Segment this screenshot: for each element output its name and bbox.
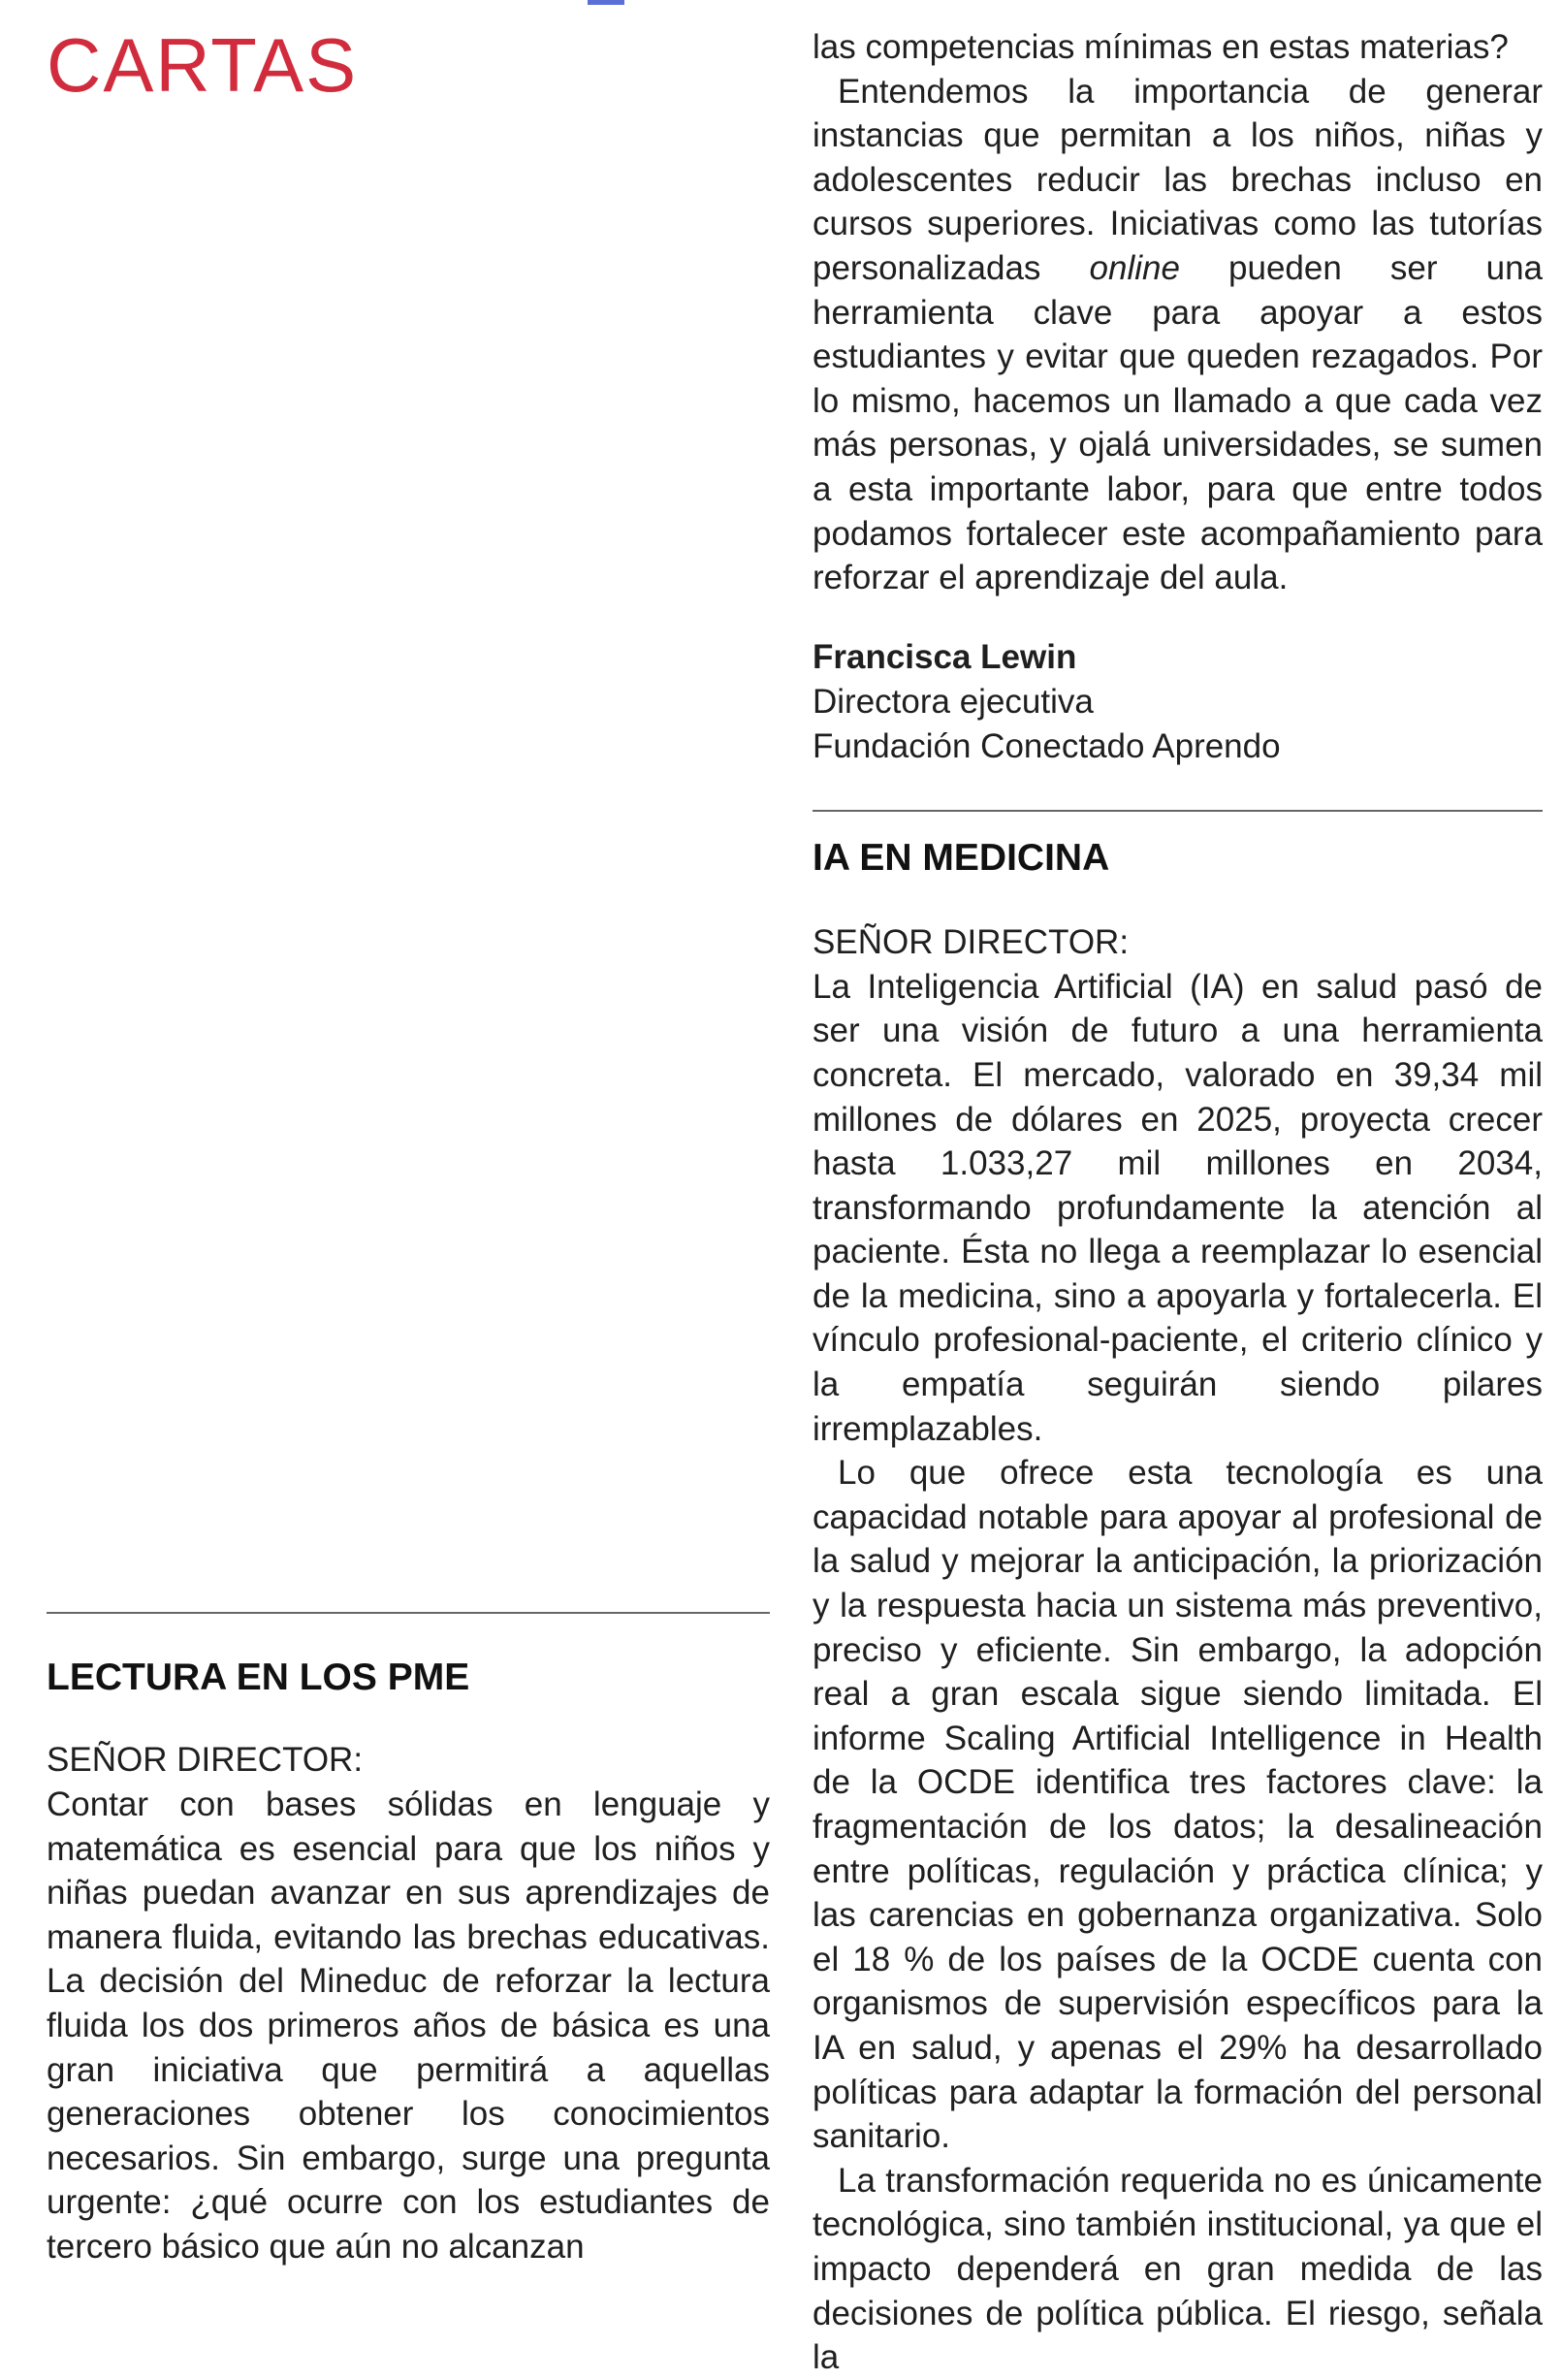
- right-column: [813, 25, 1543, 2380]
- paragraph-lectura-2-emphasis: online: [1089, 248, 1180, 287]
- signature-organization: Fundación Conectado Aprendo: [813, 726, 1281, 765]
- signature-name: Francisca Lewin: [813, 637, 1077, 676]
- section-title: CARTAS: [47, 22, 359, 108]
- signature-role: Directora ejecutiva: [813, 682, 1094, 721]
- headline-ia: IA EN MEDICINA: [813, 836, 1110, 879]
- paragraph-lectura-2: [813, 70, 1543, 600]
- page-top-marker: [588, 0, 624, 5]
- paragraph-ia-1: La Inteligencia Artificial (IA) en salud pasó de ser una visión de futuro a una herramienta concreta. El mercado, valorado en 39,34 mil millones de dólares en 2025, proyecta crecer hasta 1.033,27 mil millones en 2034, transformando profundamente la atención al paciente. Ésta no llega a reemplazar lo esencial de la medicina, sino a apoyarla y fortalecerla. El vínculo profesional-paciente, el criterio clínico y la empatía seguirán siendo pilares irremplazables.: [813, 967, 1543, 1448]
- paragraph-ia-3: La transformación requerida no es únicamente tecnológica, sino también institucional, ya que el impacto dependerá en gran medida de las decisiones de política pública. El riesgo, señala la: [813, 2161, 1543, 2377]
- paragraph-lectura-2-part-b: pueden ser una herramienta clave para apoyar a estos estudiantes y evitar que queden rezagados. Por lo mismo, hacemos un llamado a que cada vez más personas, y ojalá universidades, se sumen a esta importante labor, para que entre todos podamos fortalecer este acompañamiento para reforzar el aprendizaje del aula.: [813, 248, 1543, 597]
- headline-lectura: LECTURA EN LOS PME: [47, 1656, 470, 1698]
- salutation-lectura: SEÑOR DIRECTOR:: [47, 1741, 364, 1779]
- salutation-ia: SEÑOR DIRECTOR:: [813, 922, 1130, 961]
- left-column: [47, 1612, 770, 2269]
- paragraph-ia-2: Lo que ofrece esta tecnología es una capacidad notable para apoyar al profesional de la salud y mejorar la anticipación, la priorización y la respuesta hacia un sistema más preventivo, preciso y eficiente. Sin embargo, la adopción real a gran escala sigue siendo limitada. El informe Scaling Artificial Intelligence in Health de la OCDE identifica tres factores clave: la fragmentación de los datos; la desalineación entre políticas, regulación y práctica clínica; y las carencias en gobernanza organizativa. Solo el 18 % de los países de la OCDE cuenta con organismos de supervisión específicos para la IA en salud, y apenas el 29% ha desarrollado políticas para adaptar la formación del personal sanitario.: [813, 1454, 1543, 2156]
- paragraph-lectura-2-part-a: Entendemos la importancia de generar instancias que permitan a los niños, niñas y adolescentes reducir las brechas incluso en cursos superiores. Iniciativas como las tutorías personalizadas: [813, 72, 1543, 287]
- paragraph-lectura-1: Contar con bases sólidas en lenguaje y matemática es esencial para que los niños y niñas puedan avanzar en sus aprendizajes de manera fluida, evitando las brechas educativas. La decisión del Mineduc de reforzar la lectura fluida los dos primeros años de básica es una gran iniciativa que permitirá a aquellas generaciones obtener los conocimientos necesarios. Sin embargo, surge una pregunta urgente: ¿qué ocurre con los estudiantes de tercero básico que aún no alcanzan: [47, 1785, 770, 2266]
- paragraph-lectura-1-continued: las competencias mínimas en estas materias?: [813, 28, 1509, 66]
